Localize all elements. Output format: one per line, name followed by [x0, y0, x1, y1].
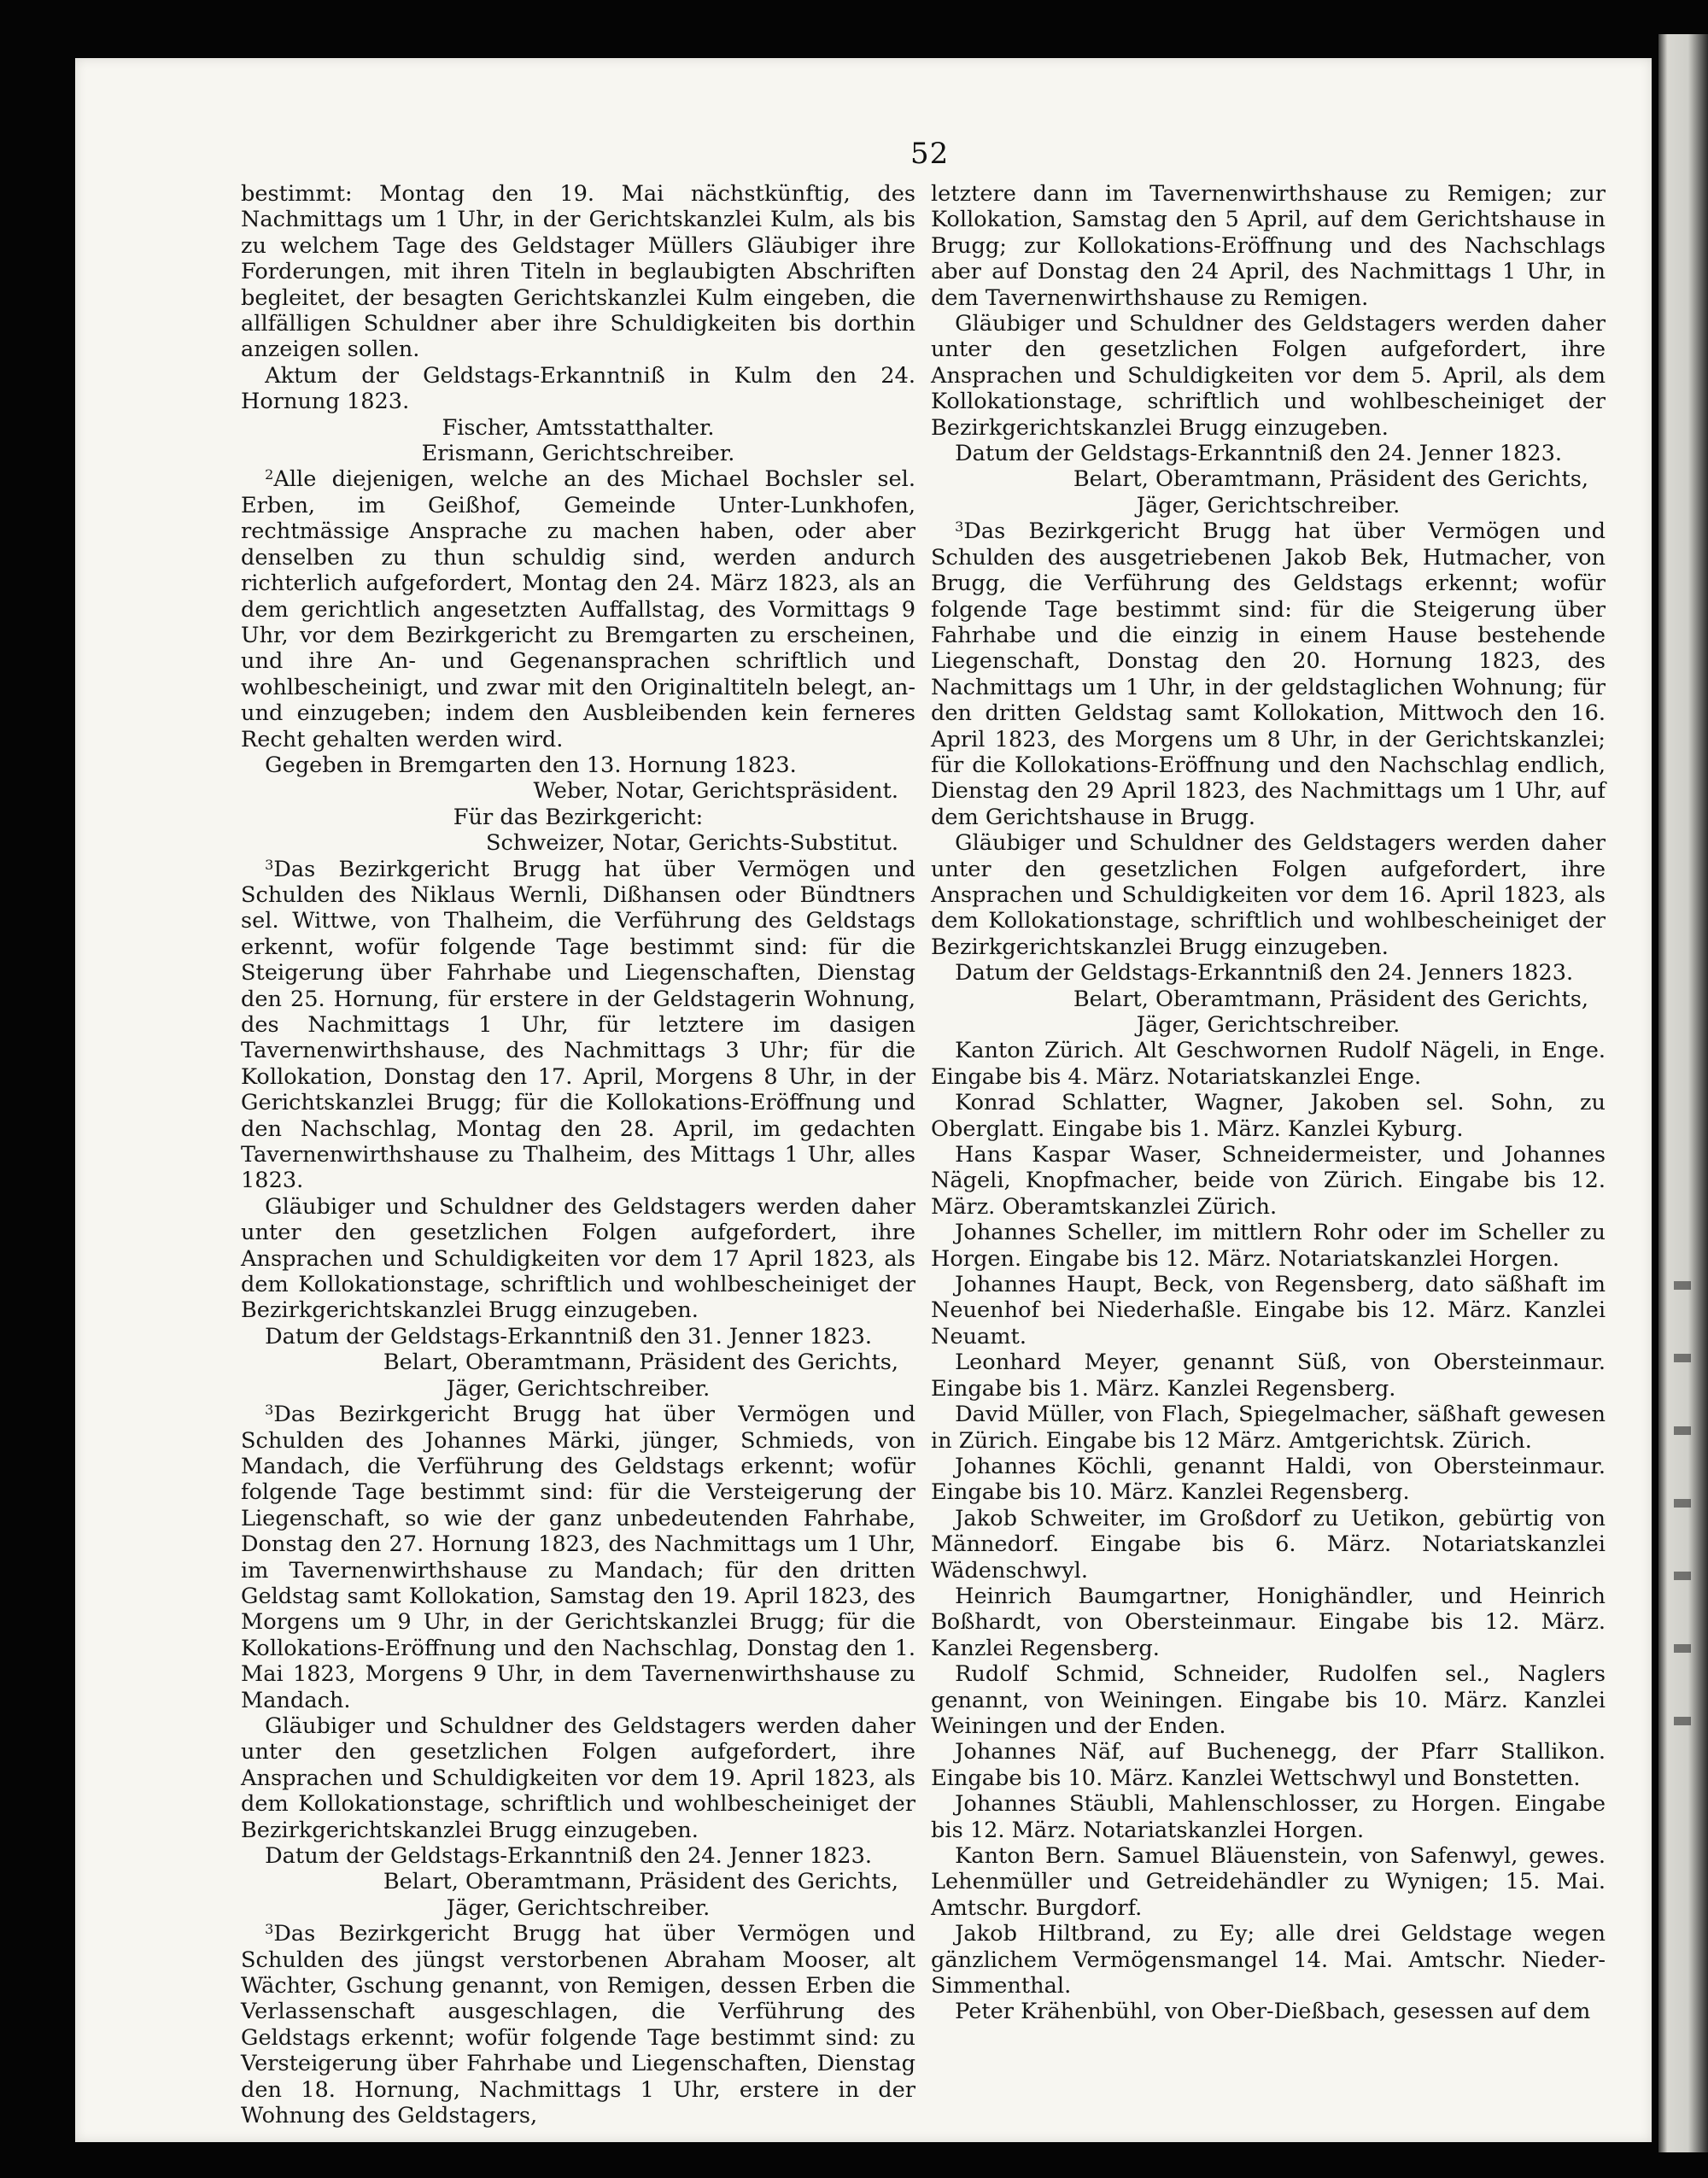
notice-paragraph — [931, 1038, 1606, 1090]
notice-paragraph — [931, 1739, 1606, 1791]
paragraph-text: Aktum der Geldstags-Erkanntniß in Kulm den 24. Hornung 1823. — [241, 362, 915, 415]
paragraph-text: Jäger, Gerichtschreiber. — [1136, 492, 1401, 518]
notice-paragraph — [241, 415, 915, 441]
paragraph-text: Datum der Geldstags-Erkanntniß den 24. Jenners 1823. — [955, 960, 1574, 987]
paragraph-text: Für das Bezirkgericht: — [453, 804, 704, 830]
notice-paragraph — [241, 830, 915, 856]
notice-paragraph — [931, 1584, 1606, 1661]
notice-paragraph — [931, 830, 1606, 960]
notice-paragraph — [931, 518, 1606, 830]
notice-paragraph — [241, 1921, 915, 2128]
paragraph-text: Das Bezirkgericht Brugg hat über Vermögen und Schulden des jüngst verstorbenen Abraham Mooser, alt Wächter, Gschung genannt, von Remigen, dessen Erben die Verlassenschaft ausgeschlagen, die Verführung des Geldstags erkennt; wofür folgende Tage bestimmt sind: zu Versteigerung über Fahrhabe und Liegenschaften, Dienstag den 18. Hornung, Nachmittags 1 Uhr, erstere in der Wohnung des Geldstagers, — [241, 1921, 915, 2129]
notice-paragraph — [931, 1454, 1606, 1506]
notice-paragraph — [241, 1869, 915, 1894]
notice-paragraph — [931, 1791, 1606, 1843]
paragraph-text: Johannes Stäubli, Mahlenschlosser, zu Horgen. Eingabe bis 12. März. Notariatskanzlei Horgen. — [931, 1791, 1606, 1843]
paragraph-text: Jakob Schweiter, im Großdorf zu Uetikon, gebürtig von Männedorf. Eingabe bis 6. März. Notariatskanzlei Wädenschwyl. — [931, 1505, 1606, 1584]
notice-paragraph — [931, 1142, 1606, 1220]
footnote-marker: 3 — [265, 856, 274, 873]
paragraph-text: Heinrich Baumgartner, Honighändler, und Heinrich Boßhardt, von Obersteinmaur. Eingabe bis 12. März. Kanzlei Regensberg. — [931, 1583, 1606, 1661]
paragraph-text: Jäger, Gerichtschreiber. — [1136, 1012, 1401, 1038]
notice-paragraph — [931, 1402, 1606, 1454]
paragraph-text: Rudolf Schmid, Schneider, Rudolfen sel., Naglers genannt, von Weiningen. Eingabe bis 10. März. Kanzlei Weiningen und der Enden. — [931, 1661, 1606, 1739]
paragraph-text: bestimmt: Montag den 19. Mai nächstkünftig, des Nachmittags um 1 Uhr, in der Gerichtskanzlei Kulm, als bis zu welchem Tage des Geldstager Müllers Gläubiger ihre Forderungen, mit ihren Titeln in beglaubigten Abschriften begleitet, der besagten Gerichtskanzlei Kulm eingeben, die allfälligen Schuldner aber ihre Schuldigkeiten bis dorthin anzeigen sollen. — [241, 181, 915, 363]
notice-paragraph — [241, 1713, 915, 1843]
paragraph-text: Das Bezirkgericht Brugg hat über Vermögen und Schulden des ausgetriebenen Jakob Bek, Hutmacher, von Brugg, die Verführung des Geldstags erkennt; wofür folgende Tage bestimmt sind: für die Steigerung über Fahrhabe und die einzig in einem Hause bestehende Liegenschaft, Donstag den 20. Hornung 1823, des Nachmittags um 1 Uhr, in der geldstaglichen Wohnung; für den dritten Geldstag samt Kollokation, Mittwoch den 16. April 1823, des Morgens um 8 Uhr, in der Gerichtskanzlei; für die Kollokations-Eröffnung und den Nachschlag endlich, Dienstag den 29 April 1823, des Nachmittags um 1 Uhr, auf dem Gerichtshause in Brugg. — [931, 518, 1606, 830]
paragraph-text: Konrad Schlatter, Wagner, Jakoben sel. Sohn, zu Oberglatt. Eingabe bis 1. März. Kanzlei Kyburg. — [931, 1090, 1606, 1142]
paragraph-text: Peter Krähenbühl, von Ober-Dießbach, gesessen auf dem — [955, 1999, 1591, 2025]
footnote-marker: 2 — [265, 466, 274, 483]
right-column — [931, 181, 1606, 2025]
paragraph-text: Kanton Zürich. Alt Geschwornen Rudolf Nägeli, in Enge. Eingabe bis 4. März. Notariatskanzlei Enge. — [931, 1038, 1606, 1090]
paragraph-text: Erismann, Gerichtschreiber. — [421, 441, 735, 467]
notice-paragraph — [931, 466, 1606, 492]
paragraph-text: Belart, Oberamtmann, Präsident des Gerichts, — [1073, 466, 1588, 493]
paragraph-text: Belart, Oberamtmann, Präsident des Gerichts, — [383, 1869, 898, 1895]
notice-paragraph — [241, 466, 915, 752]
notice-paragraph — [931, 987, 1606, 1012]
paragraph-text: Weber, Notar, Gerichtspräsident. — [533, 778, 898, 805]
notice-paragraph — [931, 181, 1606, 311]
paragraph-text: Johannes Scheller, im mittlern Rohr oder im Scheller zu Horgen. Eingabe bis 12. März. Notariatskanzlei Horgen. — [931, 1220, 1606, 1272]
footnote-marker: 3 — [955, 518, 964, 536]
notice-paragraph — [241, 1194, 915, 1324]
paragraph-text: Johannes Näf, auf Buchenegg, der Pfarr Stallikon. Eingabe bis 10. März. Kanzlei Wettschwyl und Bonstetten. — [931, 1739, 1606, 1791]
paragraph-text: Das Bezirkgericht Brugg hat über Vermögen und Schulden des Niklaus Wernli, Dißhansen oder Bündtners sel. Wittwe, von Thalheim, die Verführung des Geldstags erkennt, wofür folgende Tage bestimmt sind: für die Steigerung über Fahrhabe und Liegenschaften, Dienstag den 25. Hornung, für erstere in der Geldstagerin Wohnung, des Nachmittags 1 Uhr, für letztere im dasigen Tavernenwirthshause, des Nachmittags 3 Uhr; für die Kollokation, Donstag den 17. April, Morgens 8 Uhr, in der Gerichtskanzlei Brugg; für die Kollokations-Eröffnung und den Nachschlag, Montag den 28. April, im gedachten Tavernenwirthshause zu Thalheim, des Mittags 1 Uhr, alles 1823. — [241, 856, 915, 1194]
paragraph-text: Kanton Bern. Samuel Bläuenstein, von Safenwyl, gewes. Lehenmüller und Getreidehändler zu Wynigen; 15. Mai. Amtschr. Burgdorf. — [931, 1843, 1606, 1921]
paragraph-text: Jäger, Gerichtschreiber. — [446, 1894, 711, 1921]
notice-paragraph — [931, 311, 1606, 441]
paragraph-text: Schweizer, Notar, Gerichts-Substitut. — [485, 830, 898, 857]
notice-paragraph — [241, 1843, 915, 1869]
notice-paragraph — [931, 1272, 1606, 1350]
left-column — [241, 181, 915, 2128]
paragraph-text: Leonhard Meyer, genannt Süß, von Obersteinmaur. Eingabe bis 1. März. Kanzlei Regensberg. — [931, 1350, 1606, 1402]
notice-paragraph — [931, 1012, 1606, 1038]
notice-paragraph — [241, 1376, 915, 1402]
footnote-marker: 3 — [265, 1921, 274, 1938]
paragraph-text: Johannes Köchli, genannt Haldi, von Obersteinmaur. Eingabe bis 10. März. Kanzlei Regensberg. — [931, 1453, 1606, 1506]
page-number: 52 — [910, 137, 950, 171]
paragraph-text: Datum der Geldstags-Erkanntniß den 24. Jenner 1823. — [955, 441, 1562, 467]
paragraph-text: Datum der Geldstags-Erkanntniß den 31. Jenner 1823. — [265, 1323, 872, 1350]
notice-paragraph — [241, 857, 915, 1194]
paragraph-text: Das Bezirkgericht Brugg hat über Vermögen und Schulden des Johannes Märki, jünger, Schmieds, von Mandach, die Verführung des Geldstags erkennt; wofür folgende Tage bestimmt sind: für die Versteigerung der Liegenschaft, so wie der ganz unbedeutenden Fahrhabe, Donstag den 27. Hornung 1823, des Nachmittags um 1 Uhr, im Tavernenwirthshause zu Mandach; für den dritten Geldstag samt Kollokation, Samstag den 19. April 1823, des Morgens um 9 Uhr, in der Gerichtskanzlei Brugg; für die Kollokations-Eröffnung und den Nachschlag, Donstag den 1. Mai 1823, Morgens 9 Uhr, in dem Tavernenwirthshause zu Mandach. — [241, 1402, 915, 1713]
notice-paragraph — [931, 1999, 1606, 2024]
paragraph-text: Gläubiger und Schuldner des Geldstagers werden daher unter den gesetzlichen Folgen aufgefordert, ihre Ansprachen und Schuldigkeiten vor dem 19. April 1823, als dem Kollokationstage, schriftlich und wohlbescheiniget der Bezirkgerichtskanzlei Brugg einzugeben. — [241, 1713, 915, 1843]
paragraph-text: Jäger, Gerichtschreiber. — [446, 1375, 711, 1402]
next-page-edge-marks — [1674, 1281, 1696, 1725]
notice-paragraph — [241, 778, 915, 804]
paragraph-text: David Müller, von Flach, Spiegelmacher, säßhaft gewesen in Zürich. Eingabe bis 12 März. Amtgerichtsk. Zürich. — [931, 1402, 1606, 1454]
notice-paragraph — [931, 1661, 1606, 1739]
paragraph-text: Fischer, Amtsstatthalter. — [442, 414, 715, 441]
notice-paragraph — [931, 1843, 1606, 1921]
notice-paragraph — [931, 1350, 1606, 1402]
paragraph-text: Jakob Hiltbrand, zu Ey; alle drei Geldstage wegen gänzlichem Vermögensmangel 14. Mai. Amtschr. Nieder-Simmenthal. — [931, 1921, 1606, 1999]
notice-paragraph — [241, 1895, 915, 1921]
notice-paragraph — [241, 181, 915, 363]
notice-paragraph — [241, 1402, 915, 1713]
notice-paragraph — [241, 441, 915, 466]
notice-paragraph — [931, 441, 1606, 466]
notice-paragraph — [241, 1350, 915, 1375]
notice-paragraph — [931, 1506, 1606, 1584]
paragraph-text: Hans Kaspar Waser, Schneidermeister, und Johannes Nägeli, Knopfmacher, beide von Zürich. Eingabe bis 12. März. Oberamtskanzlei Zürich. — [931, 1142, 1606, 1220]
notice-paragraph — [931, 1220, 1606, 1272]
paragraph-text: Gegeben in Bremgarten den 13. Hornung 1823. — [265, 752, 797, 778]
notice-paragraph — [931, 960, 1606, 986]
paragraph-text: Johannes Haupt, Beck, von Regensberg, dato säßhaft im Neuenhof bei Niederhaßle. Eingabe bis 12. März. Kanzlei Neuamt. — [931, 1272, 1606, 1350]
footnote-marker: 3 — [265, 1402, 274, 1419]
paragraph-text: Gläubiger und Schuldner des Geldstagers werden daher unter den gesetzlichen Folgen aufgefordert, ihre Ansprachen und Schuldigkeiten vor dem 5. April, als dem Kollokationstage, schriftlich und wohlbescheiniget der Bezirkgerichtskanzlei Brugg einzugeben. — [931, 311, 1606, 441]
paragraph-text: Gläubiger und Schuldner des Geldstagers werden daher unter den gesetzlichen Folgen aufgefordert, ihre Ansprachen und Schuldigkeiten vor dem 17 April 1823, als dem Kollokationstage, schriftlich und wohlbescheiniget der Bezirkgerichtskanzlei Brugg einzugeben. — [241, 1193, 915, 1324]
paragraph-text: Datum der Geldstags-Erkanntniß den 24. Jenner 1823. — [265, 1843, 872, 1869]
paragraph-text: Alle diejenigen, welche an des Michael Bochsler sel. Erben, im Geißhof, Gemeinde Unter-Lunkhofen, rechtmässige Ansprache zu machen haben, oder aber denselben zu thun schuldig sind, werden andurch richterlich aufgefordert, Montag den 24. März 1823, als an dem gerichtlich angesetzten Auffallstag, des Vormittags 9 Uhr, vor dem Bezirkgericht zu Bremgarten zu erscheinen, und ihre An- und Gegenansprachen schriftlich und wohlbescheinigt, und zwar mit den Originaltiteln belegt, an- und einzugeben; indem den Ausbleibenden kein ferneres Recht gehalten werden wird. — [241, 466, 915, 752]
paragraph-text: letztere dann im Tavernenwirthshause zu Remigen; zur Kollokation, Samstag den 5 April, auf dem Gerichtshause in Brugg; zur Kollokations-Eröffnung und des Nachschlags aber auf Donstag den 24 April, des Nachmittags 1 Uhr, in dem Tavernenwirthshause zu Remigen. — [931, 181, 1606, 311]
notice-paragraph — [931, 493, 1606, 518]
notice-paragraph — [241, 752, 915, 778]
paragraph-text: Belart, Oberamtmann, Präsident des Gerichts, — [383, 1350, 898, 1376]
notice-paragraph — [241, 805, 915, 830]
paragraph-text: Gläubiger und Schuldner des Geldstagers werden daher unter den gesetzlichen Folgen aufgefordert, ihre Ansprachen und Schuldigkeiten vor dem 16. April 1823, als dem Kollokationstage, schriftlich und wohlbescheiniget der Bezirkgerichtskanzlei Brugg einzugeben. — [931, 830, 1606, 960]
notice-paragraph — [931, 1921, 1606, 1999]
paragraph-text: Belart, Oberamtmann, Präsident des Gerichts, — [1073, 986, 1588, 1012]
next-page-edge — [1658, 34, 1708, 2152]
notice-paragraph — [241, 1324, 915, 1350]
notice-paragraph — [931, 1090, 1606, 1142]
notice-paragraph — [241, 363, 915, 415]
